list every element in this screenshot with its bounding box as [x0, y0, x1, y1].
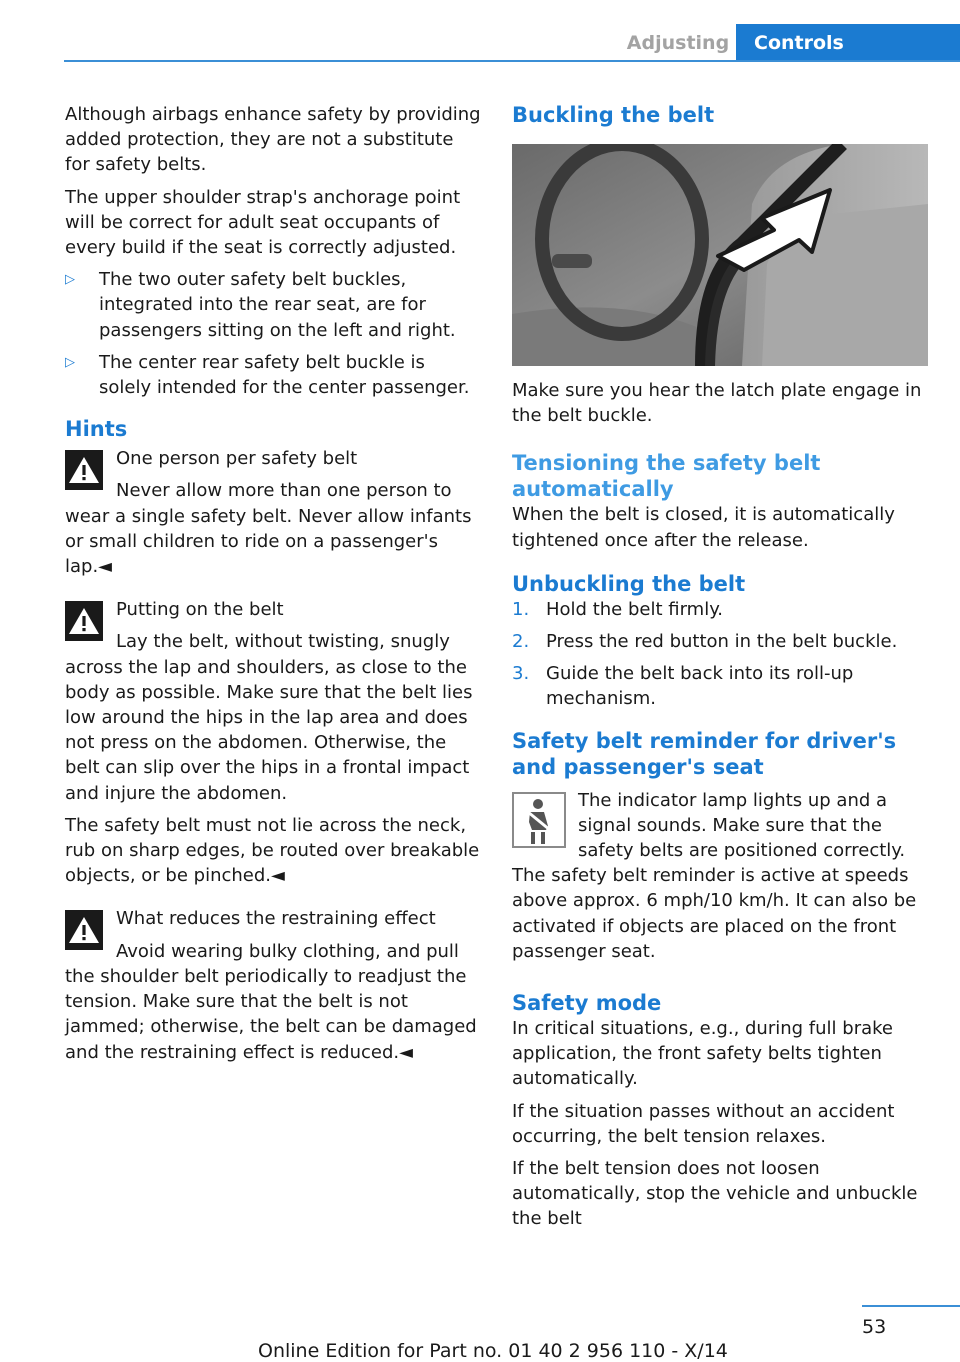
paragraph-reminder: The indicator lamp lights up and a signal sounds. Make sure that the safety belts are positioned correctly. The safety belt reminder is active at speeds above approx. 6 mph/10 km/h. It can also be activated if objects are placed on the front passenger seat.: [512, 789, 917, 962]
footer-rule: [862, 1305, 960, 1307]
warning-triangle-icon: [65, 910, 103, 950]
list-item-text: The two outer safety belt buckles, integrated into the rear seat, are for passengers sitting on the left and right.: [99, 269, 456, 341]
reminder-block: [512, 788, 930, 964]
step-text: Press the red button in the belt buckle.: [546, 631, 898, 653]
heading-unbuckling: Unbuckling the belt: [512, 571, 746, 596]
step-text: Guide the belt back into its roll-up mechanism.: [546, 663, 854, 710]
heading-reminder: Safety belt reminder for driver's and passenger's seat: [512, 728, 897, 779]
warning-body: Lay the belt, without twisting, snugly across the lap and shoulders, as close to the body as possible. Make sure that the belt lies low around the hips in the lap area and does not press on the abdomen. Otherwise, the belt can slip over the hips in a frontal impact and injure the abdomen.: [65, 631, 473, 804]
triangle-bullet-icon: ▷: [65, 354, 75, 370]
heading-safety-mode: Safety mode: [512, 991, 662, 1016]
warning-body: The safety belt must not lie across the neck, rub on sharp edges, be routed over breakable objects, or be pinched.◄: [65, 814, 480, 887]
triangle-bullet-icon: ▷: [65, 272, 75, 288]
step-number: 1.: [512, 598, 530, 620]
step-text: Hold the belt firmly.: [546, 598, 724, 620]
warning-title: What reduces the restraining effect: [116, 908, 436, 930]
warning-block: [65, 906, 481, 1064]
warning-block: [65, 597, 481, 888]
header-tab-controls[interactable]: Controls: [736, 24, 960, 62]
warning-title: One person per safety belt: [116, 448, 358, 470]
left-column: [65, 102, 481, 1072]
paragraph-safety-mode-1: In critical situations, e.g., during full brake application, the front safety belts tighten automatically.: [512, 1018, 893, 1090]
paragraph-airbags: Although airbags enhance safety by providing added protection, they are not a substitute for safety belts.: [65, 104, 481, 176]
paragraph-safety-mode-2: If the situation passes without an accident occurring, the belt tension relaxes.: [512, 1100, 895, 1147]
right-column: [512, 102, 930, 1239]
paragraph-latch: Make sure you hear the latch plate engage in the belt buckle.: [512, 380, 922, 427]
list-item: [512, 661, 930, 711]
list-item-text: The center rear safety belt buckle is solely intended for the center passenger.: [99, 351, 470, 399]
seat-belt-photo: [512, 144, 928, 366]
paragraph-anchorage: The upper shoulder strap's anchorage point will be correct for adult seat occupants of every build if the seat is correctly adjusted.: [65, 186, 461, 259]
paragraph-safety-mode-3: If the belt tension does not loosen automatically, stop the vehicle and unbuckle the belt: [512, 1158, 918, 1230]
header-tab-adjusting[interactable]: Adjusting: [626, 32, 730, 54]
paragraph-tensioning: When the belt is closed, it is automatically tightened once after the release.: [512, 504, 895, 551]
warning-body: Avoid wearing bulky clothing, and pull the shoulder belt periodically to readjust the tension. Make sure that the belt is not jammed; otherwise, the belt can be damaged and the restraining effect is reduced.◄: [65, 940, 477, 1063]
heading-tensioning: Tensioning the safety belt automatically: [512, 451, 821, 502]
heading-hints: Hints: [65, 417, 128, 442]
warning-block: [65, 446, 481, 579]
header-rule: [64, 60, 960, 62]
warning-body: Never allow more than one person to wear a single safety belt. Never allow infants or small children to ride on a passenger's lap.◄: [65, 480, 472, 578]
step-number: 2.: [512, 631, 530, 653]
heading-buckling: Buckling the belt: [512, 103, 715, 127]
warning-triangle-icon: [65, 601, 103, 641]
page-number: 53: [862, 1316, 887, 1338]
warning-title: Putting on the belt: [116, 599, 284, 621]
list-item: [512, 629, 930, 654]
list-item: [65, 267, 481, 343]
step-number: 3.: [512, 663, 530, 685]
list-item: [512, 597, 930, 622]
list-item: [65, 350, 481, 400]
seat-belt-indicator-icon: [512, 792, 566, 848]
edition-footer: Online Edition for Part no. 01 40 2 956 110 - X/14: [258, 1340, 728, 1362]
warning-triangle-icon: [65, 450, 103, 490]
